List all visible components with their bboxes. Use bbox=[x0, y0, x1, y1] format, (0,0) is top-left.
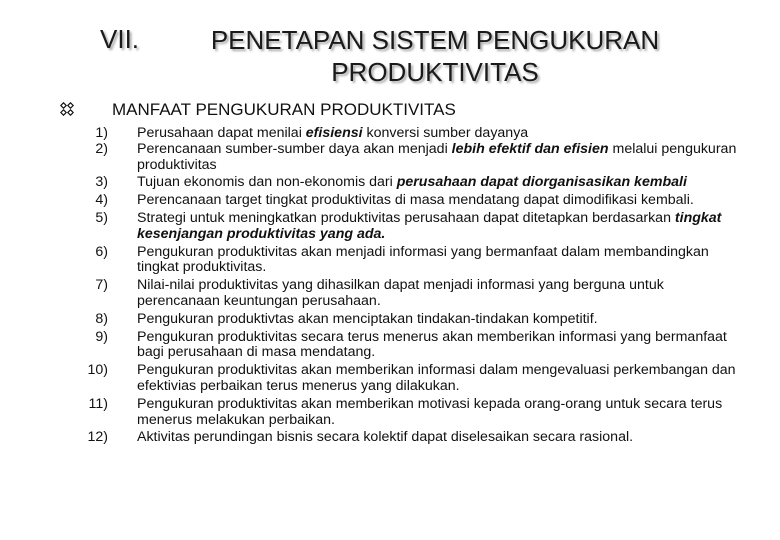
item-number: 8) bbox=[95, 310, 108, 327]
item-text-part: Tujuan ekonomis dan non-ekonomis dari bbox=[137, 174, 397, 191]
list-item bbox=[0, 142, 780, 174]
item-text-part: Pengukuran produktivitas akan memberikan informasi dalam mengevaluasi perkembangan dan efektivias perbaikan terus menerus yang dilakukan. bbox=[137, 362, 736, 394]
title-line-2: PRODUKTIVITAS bbox=[331, 57, 539, 87]
item-number: 1) bbox=[95, 125, 108, 141]
section-numeral: VII. bbox=[100, 24, 140, 54]
list-item bbox=[0, 363, 780, 395]
list-item bbox=[0, 430, 780, 446]
item-text-part: Nilai-nilai produktivitas yang dihasilkan dapat menjadi informasi yang berguna untuk perencanaan keuntungan perusahaan. bbox=[137, 277, 664, 309]
item-text bbox=[137, 211, 749, 243]
list-item bbox=[0, 278, 780, 310]
item-text bbox=[137, 330, 749, 362]
diamond-bullet-icon bbox=[60, 102, 74, 116]
item-number: 12) bbox=[87, 429, 108, 446]
list-item bbox=[0, 126, 780, 142]
item-emphasis: perusahaan dapat diorganisasikan kembali bbox=[396, 174, 687, 191]
item-emphasis: efisiensi bbox=[305, 125, 363, 141]
item-number: 10) bbox=[87, 362, 108, 379]
list-item bbox=[0, 175, 780, 191]
item-text bbox=[137, 245, 749, 277]
item-number: 2) bbox=[95, 140, 108, 157]
item-text bbox=[137, 312, 749, 328]
item-number: 11) bbox=[88, 395, 108, 412]
item-text bbox=[137, 142, 749, 174]
item-text-part: Pengukuran produktivitas secara terus menerus akan memberikan informasi yang bermanfaat bagi perusahaan di masa mendatang. bbox=[137, 328, 727, 361]
item-text-part: Perencanaan sumber-sumber daya akan menjadi bbox=[137, 140, 452, 157]
item-text-part: konversi sumber dayanya bbox=[362, 125, 529, 141]
item-text bbox=[137, 278, 749, 310]
list-item bbox=[0, 312, 780, 328]
section-heading: MANFAAT PENGUKURAN PRODUKTIVITAS bbox=[112, 100, 456, 119]
item-text-part: Perencanaan target tingkat produktivitas di masa mendatang dapat dimodifikasi kembali. bbox=[137, 192, 694, 209]
item-text bbox=[137, 430, 749, 446]
item-text bbox=[137, 175, 749, 191]
page-title bbox=[175, 24, 695, 88]
list-item bbox=[0, 245, 780, 277]
item-number: 6) bbox=[95, 243, 108, 260]
title-line-1: PENETAPAN SISTEM PENGUKURAN bbox=[210, 25, 660, 55]
item-text-part: Perusahaan dapat menilai bbox=[137, 125, 306, 141]
item-number: 3) bbox=[95, 174, 108, 191]
list-item bbox=[0, 397, 780, 429]
item-text-part: Pengukuran produktivitas akan memberikan motivasi kepada orang-orang untuk secara terus menerus melakukan perbaikan. bbox=[137, 395, 723, 428]
item-number: 9) bbox=[95, 328, 108, 345]
item-number: 4) bbox=[95, 192, 108, 209]
list-item bbox=[0, 193, 780, 209]
item-number: 5) bbox=[95, 209, 108, 226]
item-text bbox=[137, 126, 749, 142]
item-text-part: Pengukuran produktivitas akan menjadi informasi yang bermanfaat dalam membandingkan tingkat produktivitas. bbox=[137, 243, 709, 276]
item-number: 7) bbox=[95, 277, 108, 294]
item-text bbox=[137, 397, 749, 429]
item-text-part: Pengukuran produktivtas akan menciptakan tindakan-tindakan kompetitif. bbox=[137, 310, 598, 327]
benefit-list bbox=[0, 126, 780, 446]
item-text-part: Aktivitas perundingan bisnis secara kolektif dapat diselesaikan secara rasional. bbox=[137, 429, 634, 446]
list-item bbox=[0, 211, 780, 243]
list-item bbox=[0, 330, 780, 362]
item-emphasis: lebih efektif dan efisien bbox=[451, 140, 609, 157]
item-emphasis: tingkat kesenjangan produktivitas yang ada. bbox=[137, 209, 722, 242]
item-text-part: melalui pengukuran produktivitas bbox=[137, 140, 737, 173]
item-text-part: Strategi untuk meningkatkan produktivitas perusahaan dapat ditetapkan berdasarkan bbox=[137, 209, 675, 226]
item-text bbox=[137, 193, 749, 209]
item-text bbox=[137, 363, 749, 395]
title-block bbox=[0, 24, 780, 94]
